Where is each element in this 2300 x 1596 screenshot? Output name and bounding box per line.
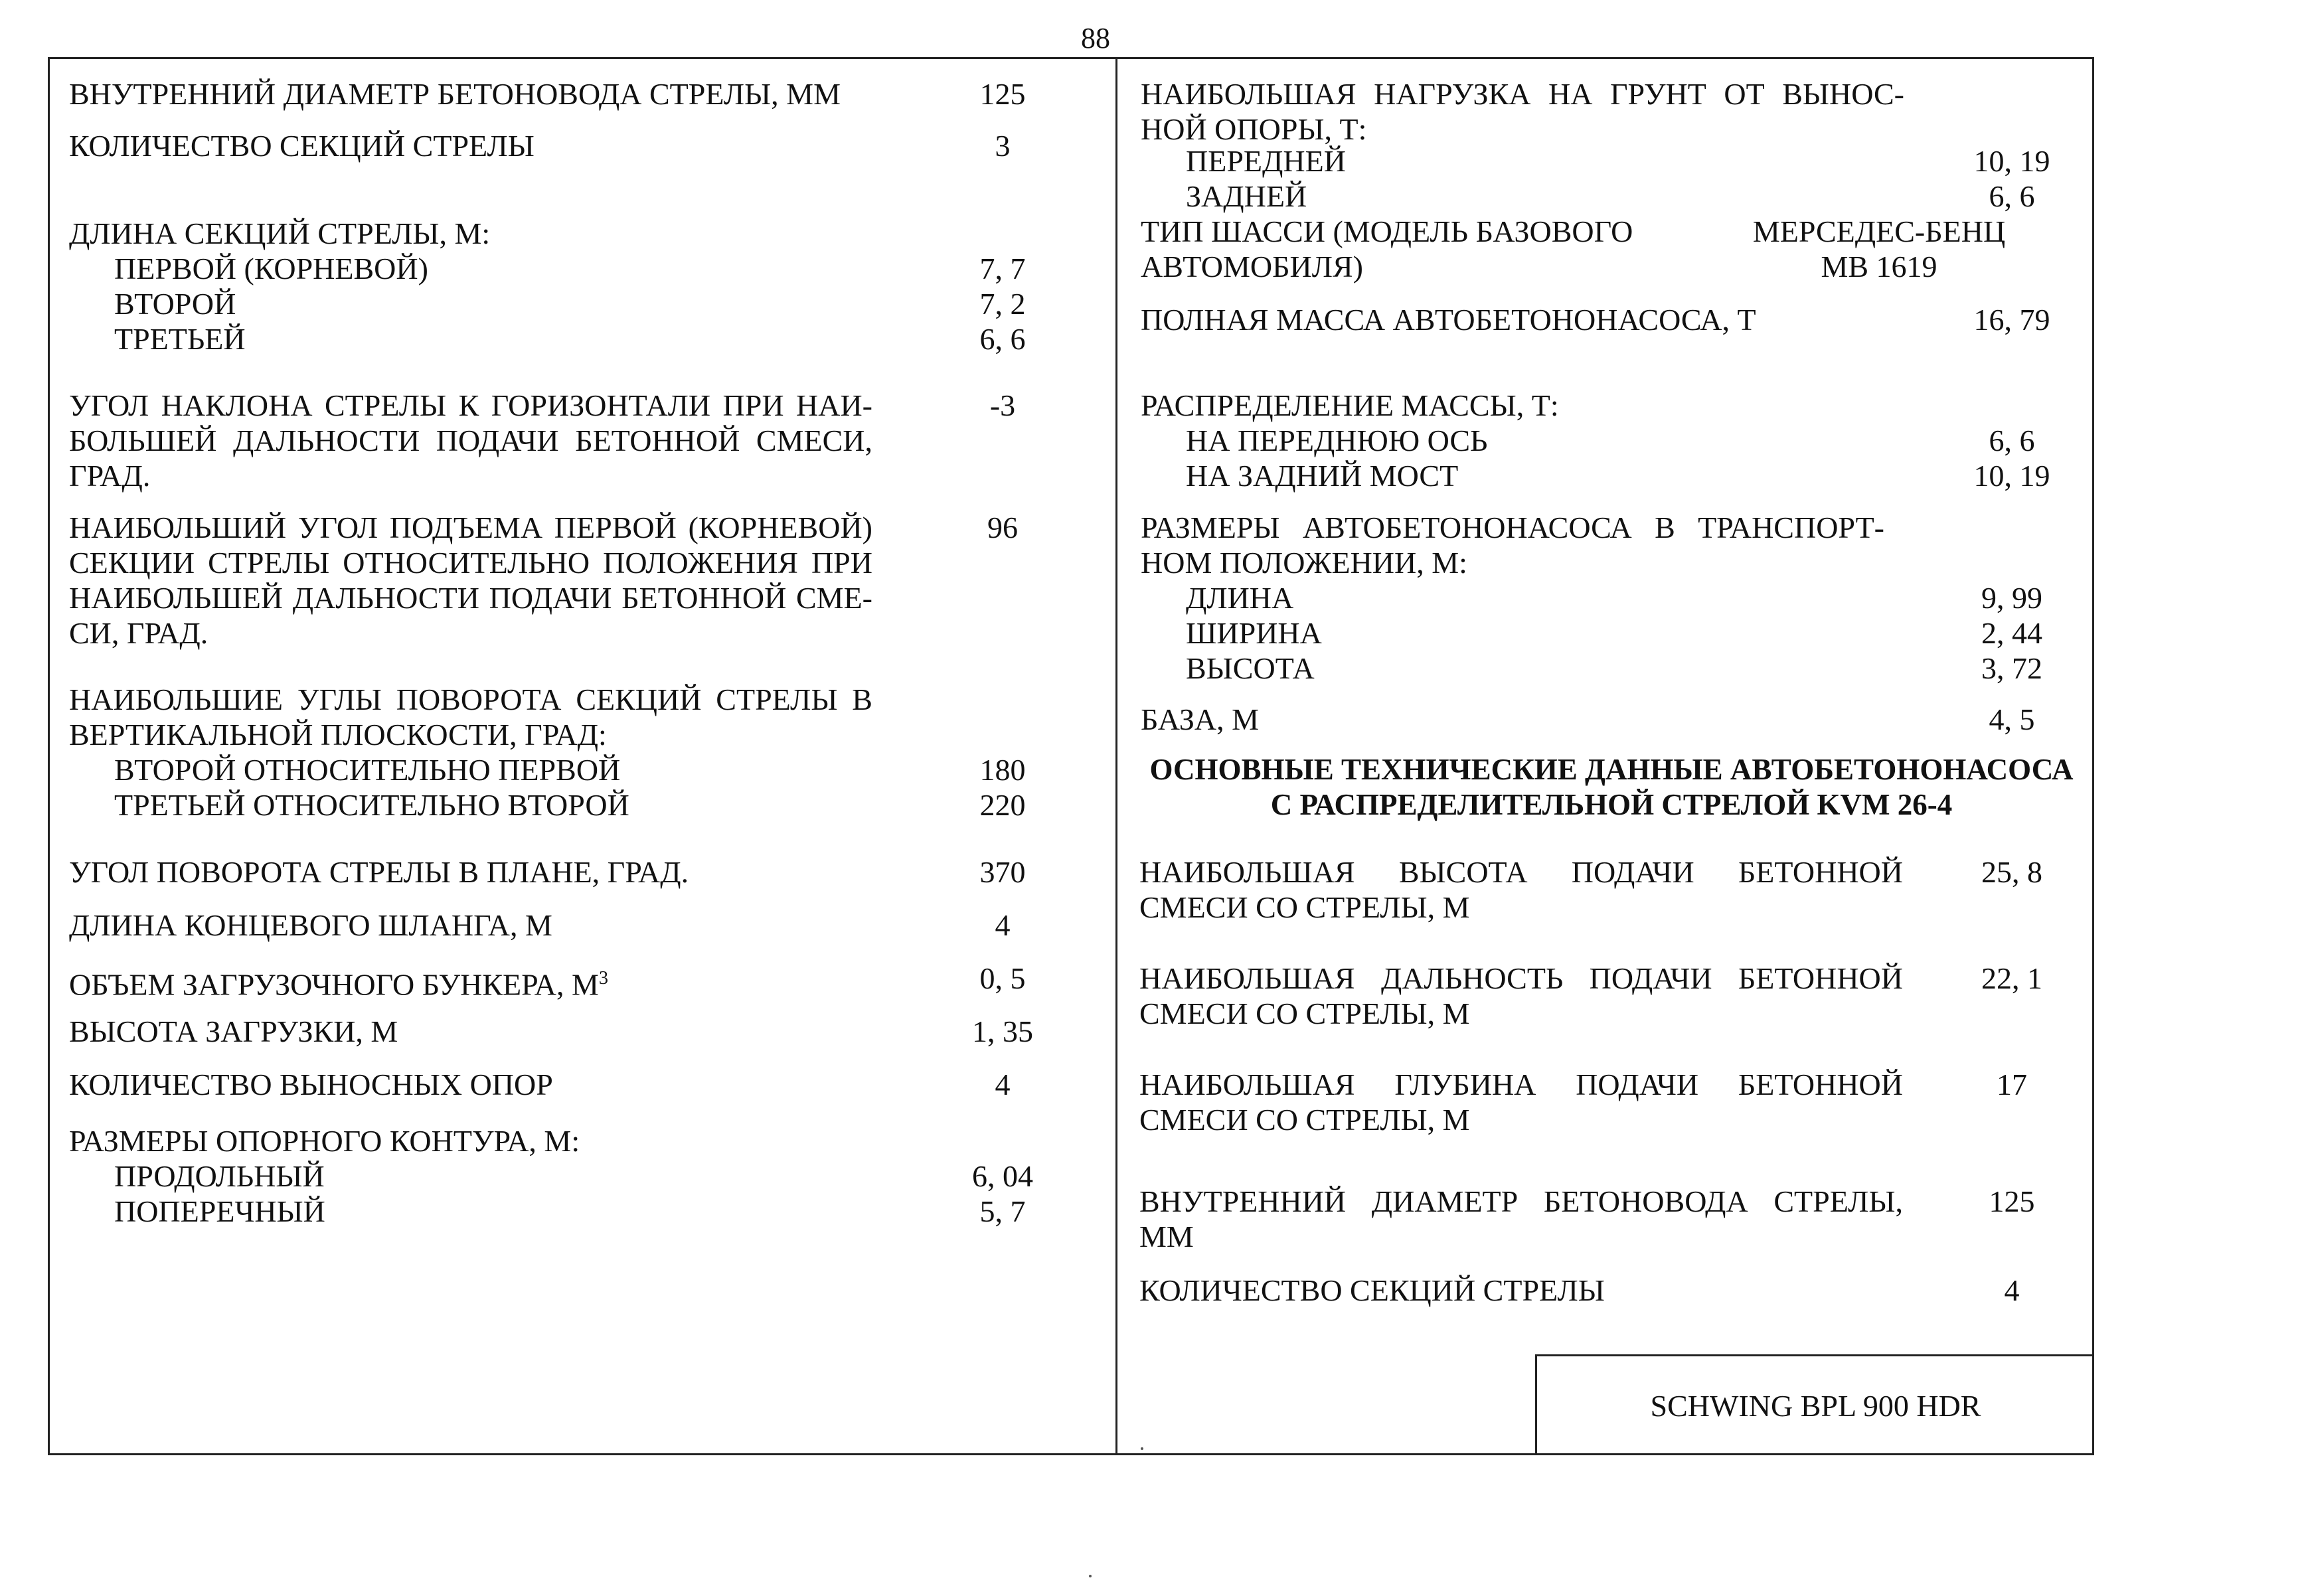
spec-value: 220: [979, 788, 1026, 822]
spec-value: 6, 6: [1989, 179, 2035, 213]
spec-label: СМЕСИ СО СТРЕЛЫ, М: [1139, 890, 1470, 924]
superscript: 3: [598, 968, 608, 989]
spec-label: ПОЛНАЯ МАССА АВТОБЕТОНОНАСОСА, Т: [1141, 303, 1756, 337]
spec-label: УГОЛ НАКЛОНА СТРЕЛЫ К ГОРИЗОНТАЛИ ПРИ НАИ-: [69, 388, 872, 422]
spec-label: ТИП ШАССИ (МОДЕЛЬ БАЗОВОГО: [1141, 214, 1633, 248]
spec-label: КОЛИЧЕСТВО СЕКЦИЙ СТРЕЛЫ: [69, 129, 534, 163]
spec-sublabel: ШИРИНА: [1186, 616, 1322, 650]
spec-label: КОЛИЧЕСТВО ВЫНОСНЫХ ОПОР: [69, 1068, 553, 1101]
spec-value: 25, 8: [1981, 855, 2042, 889]
spec-value: 96: [987, 511, 1018, 544]
spec-label: РАЗМЕРЫ ОПОРНОГО КОНТУРА, М:: [69, 1124, 580, 1158]
spec-value: 17: [1997, 1068, 2027, 1101]
spec-label: РАЗМЕРЫ АВТОБЕТОНОНАСОСА В ТРАНСПОРТ-: [1141, 511, 1884, 544]
spec-sublabel: НА ЗАДНИЙ МОСТ: [1186, 459, 1459, 493]
spec-label: ВНУТРЕННИЙ ДИАМЕТР БЕТОНОВОДА СТРЕЛЫ,: [1139, 1184, 1903, 1218]
spec-label: НАИБОЛЬШАЯ ГЛУБИНА ПОДАЧИ БЕТОННОЙ: [1139, 1068, 1903, 1101]
spec-value: 7, 2: [979, 287, 1026, 321]
spec-label: НАИБОЛЬШАЯ НАГРУЗКА НА ГРУНТ ОТ ВЫНОС-: [1141, 77, 1904, 111]
spec-value: 6, 6: [1989, 424, 2035, 457]
spec-sublabel: ДЛИНА: [1186, 581, 1294, 615]
spec-sublabel: ВЫСОТА: [1186, 651, 1315, 685]
spec-label: ГРАД.: [69, 459, 151, 493]
spec-value: 3, 72: [1981, 651, 2042, 685]
title-block: [1535, 1354, 2094, 1455]
spec-sublabel: ВТОРОЙ: [114, 287, 236, 321]
spec-value: 180: [979, 753, 1026, 787]
spec-label: ВНУТРЕННИЙ ДИАМЕТР БЕТОНОВОДА СТРЕЛЫ, ММ: [69, 77, 841, 111]
spec-sublabel: ПРОДОЛЬНЫЙ: [114, 1159, 325, 1193]
spec-value: 7, 7: [979, 252, 1026, 285]
spec-label: НОМ ПОЛОЖЕНИИ, М:: [1141, 546, 1467, 580]
spec-label: НАИБОЛЬШАЯ ДАЛЬНОСТЬ ПОДАЧИ БЕТОННОЙ: [1139, 961, 1903, 995]
spec-value: 125: [1989, 1184, 2035, 1218]
spec-label: ВЫСОТА ЗАГРУЗКИ, М: [69, 1014, 398, 1048]
spec-value: 5, 7: [979, 1194, 1026, 1228]
page-number: 88: [1081, 22, 1110, 54]
spec-label: КОЛИЧЕСТВО СЕКЦИЙ СТРЕЛЫ: [1139, 1273, 1605, 1307]
spec-value: 370: [979, 855, 1026, 889]
spec-sublabel: ТРЕТЬЕЙ: [114, 322, 246, 356]
spec-value: 1, 35: [972, 1014, 1033, 1048]
spec-value: 16, 79: [1973, 303, 2050, 337]
spec-label: УГОЛ ПОВОРОТА СТРЕЛЫ В ПЛАНЕ, ГРАД.: [69, 855, 689, 889]
spec-label-text: ОБЪЕМ ЗАГРУЗОЧНОГО БУНКЕРА, М: [69, 967, 599, 1002]
spec-label: НАИБОЛЬШИЙ УГОЛ ПОДЪЕМА ПЕРВОЙ (КОРНЕВОЙ): [69, 511, 872, 544]
spec-label: НАИБОЛЬШИЕ УГЛЫ ПОВОРОТА СЕКЦИЙ СТРЕЛЫ В: [69, 682, 872, 716]
spec-label: АВТОМОБИЛЯ): [1141, 250, 1363, 283]
spec-value: 4: [2004, 1273, 2020, 1307]
spec-sublabel: ВТОРОЙ ОТНОСИТЕЛЬНО ПЕРВОЙ: [114, 753, 621, 787]
spec-value: 0, 5: [979, 961, 1026, 995]
spec-label: ММ: [1139, 1220, 1194, 1253]
spec-label: БОЛЬШЕЙ ДАЛЬНОСТИ ПОДАЧИ БЕТОННОЙ СМЕСИ,: [69, 424, 872, 457]
spec-label: НАИБОЛЬШАЯ ВЫСОТА ПОДАЧИ БЕТОННОЙ: [1139, 855, 1903, 889]
spec-label: БАЗА, М: [1141, 702, 1260, 736]
spec-value: 6, 04: [972, 1159, 1033, 1193]
spec-sublabel: ПЕРВОЙ (КОРНЕВОЙ): [114, 252, 428, 285]
spec-value: 125: [979, 77, 1026, 111]
spec-sublabel: ТРЕТЬЕЙ ОТНОСИТЕЛЬНО ВТОРОЙ: [114, 788, 629, 822]
speck: [1089, 1575, 1092, 1577]
spec-value: 4, 5: [1989, 702, 2035, 736]
spec-label: [69, 961, 608, 1002]
section-heading: С РАСПРЕДЕЛИТЕЛЬНОЙ СТРЕЛОЙ KVM 26-4: [1270, 788, 1953, 821]
spec-value: 3: [995, 129, 1011, 163]
section-heading: ОСНОВНЫЕ ТЕХНИЧЕСКИЕ ДАННЫЕ АВТОБЕТОНОНАСОСА: [1149, 753, 2074, 786]
spec-label: СИ, ГРАД.: [69, 616, 208, 650]
spec-label: ВЕРТИКАЛЬНОЙ ПЛОСКОСТИ, ГРАД:: [69, 718, 607, 752]
spec-label: НОЙ ОПОРЫ, Т:: [1141, 112, 1367, 146]
spec-label: РАСПРЕДЕЛЕНИЕ МАССЫ, Т:: [1141, 388, 1559, 422]
spec-sublabel: ПЕРЕДНЕЙ: [1186, 144, 1346, 178]
spec-value: МВ 1619: [1821, 250, 1937, 283]
spec-label: СМЕСИ СО СТРЕЛЫ, М: [1139, 1103, 1470, 1137]
spec-value: -3: [989, 388, 1016, 422]
model-name: SCHWING BPL 900 HDR: [1650, 1389, 1981, 1423]
column-divider: [1115, 57, 1117, 1455]
spec-label: ДЛИНА КОНЦЕВОГО ШЛАНГА, М: [69, 908, 552, 942]
spec-value: 10, 19: [1973, 459, 2050, 493]
spec-sublabel: ПОПЕРЕЧНЫЙ: [114, 1194, 325, 1228]
spec-sublabel: ЗАДНЕЙ: [1186, 179, 1307, 213]
spec-value: МЕРСЕДЕС-БЕНЦ: [1752, 214, 2006, 248]
spec-value: 4: [995, 908, 1011, 942]
spec-label: СМЕСИ СО СТРЕЛЫ, М: [1139, 997, 1470, 1030]
spec-value: 9, 99: [1981, 581, 2042, 615]
spec-value: 10, 19: [1973, 144, 2050, 178]
spec-sublabel: НА ПЕРЕДНЮЮ ОСЬ: [1186, 424, 1488, 457]
spec-value: 22, 1: [1981, 961, 2042, 995]
spec-label: НАИБОЛЬШЕЙ ДАЛЬНОСТИ ПОДАЧИ БЕТОННОЙ СМЕ-: [69, 581, 872, 615]
spec-value: 4: [995, 1068, 1011, 1101]
spec-label: СЕКЦИИ СТРЕЛЫ ОТНОСИТЕЛЬНО ПОЛОЖЕНИЯ ПРИ: [69, 546, 872, 580]
speck: [1141, 1447, 1143, 1450]
spec-value: 2, 44: [1981, 616, 2042, 650]
spec-label: ДЛИНА СЕКЦИЙ СТРЕЛЫ, М:: [69, 216, 491, 250]
spec-value: 6, 6: [979, 322, 1026, 356]
